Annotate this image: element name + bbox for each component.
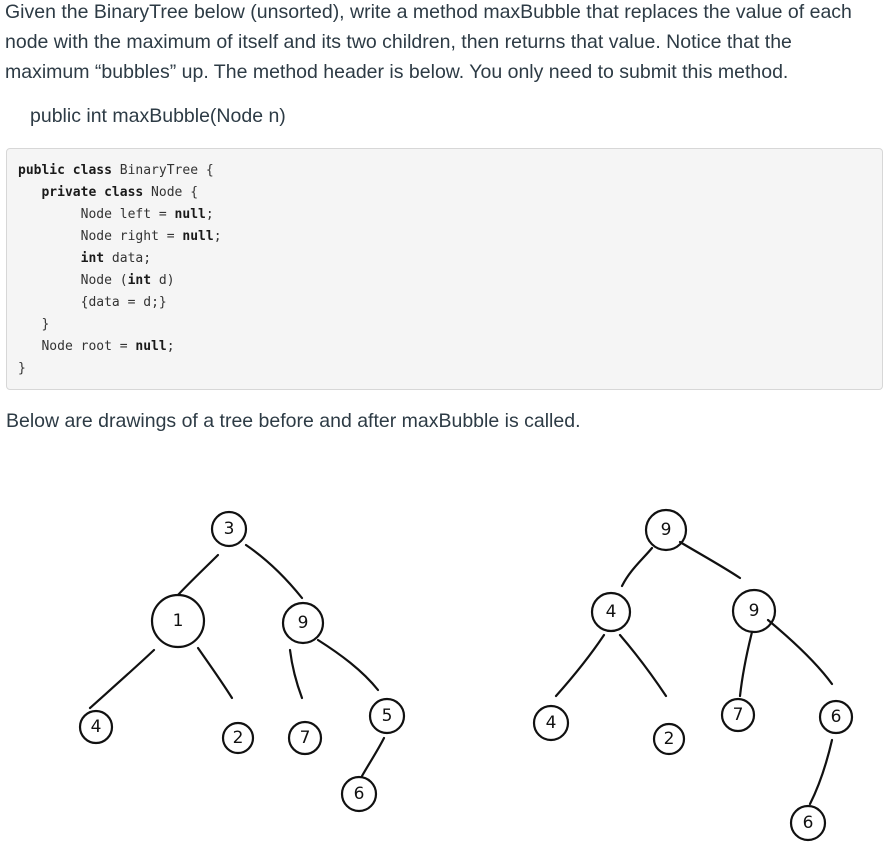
tree-node (80, 711, 112, 743)
tree-node (820, 701, 852, 733)
svg-text:4: 4 (545, 713, 557, 733)
svg-text:7: 7 (299, 728, 311, 748)
svg-text:6: 6 (830, 707, 842, 727)
code-line-6: Node (int d) (80, 273, 175, 288)
code-line-8: } (41, 317, 50, 332)
svg-text:4: 4 (90, 717, 102, 737)
tree-node (722, 699, 754, 731)
code-line-7: {data = d;} (80, 295, 167, 310)
problem-statement: Given the BinaryTree below (unsorted), write a method maxBubble that replaces the value of each node with the maximum of itself and its two children, then returns that value. Notice that the maximum “bubbles” up. The method header is below. You only need to submit this method. (5, 1, 852, 83)
tree-node (370, 699, 404, 733)
code-line-10: } (18, 361, 26, 376)
method-header: public int maxBubble(Node n) (30, 105, 286, 127)
tree-node (223, 723, 253, 753)
code-line-9: Node root = null; (41, 339, 175, 354)
svg-text:4: 4 (605, 602, 617, 622)
tree-node (289, 722, 321, 754)
tree-node (212, 512, 246, 546)
svg-text:2: 2 (663, 729, 675, 749)
code-line-4: Node right = null; (80, 229, 222, 244)
tree-node (654, 724, 684, 754)
tree-node (283, 603, 323, 643)
before-tree-nodes (80, 512, 404, 811)
svg-text:2: 2 (232, 728, 244, 748)
tree-node (592, 593, 630, 631)
after-tree-nodes (534, 510, 852, 840)
tree-node (342, 777, 376, 811)
tree-node (733, 590, 775, 632)
svg-text:1: 1 (172, 611, 184, 631)
tree-node (152, 595, 204, 647)
code-line-2: private class Node { (41, 185, 199, 200)
tree-node (791, 806, 825, 840)
code-block (6, 148, 883, 390)
code-line-5: int data; (80, 251, 152, 266)
svg-text:9: 9 (748, 601, 760, 621)
tree-drawings (0, 450, 885, 848)
svg-text:3: 3 (223, 519, 235, 539)
code-line-3: Node left = null; (80, 207, 214, 222)
drawing-caption: Below are drawings of a tree before and after maxBubble is called. (6, 410, 581, 432)
tree-node (534, 706, 568, 740)
code-line-1: public class BinaryTree { (18, 163, 214, 178)
code-text (18, 160, 222, 380)
svg-text:7: 7 (732, 705, 744, 725)
svg-text:9: 9 (660, 520, 672, 540)
svg-text:6: 6 (802, 813, 814, 833)
tree-node (646, 510, 686, 550)
svg-text:5: 5 (381, 706, 393, 726)
svg-text:6: 6 (353, 784, 365, 804)
after-tree-edges (556, 542, 832, 804)
svg-text:9: 9 (297, 613, 309, 633)
